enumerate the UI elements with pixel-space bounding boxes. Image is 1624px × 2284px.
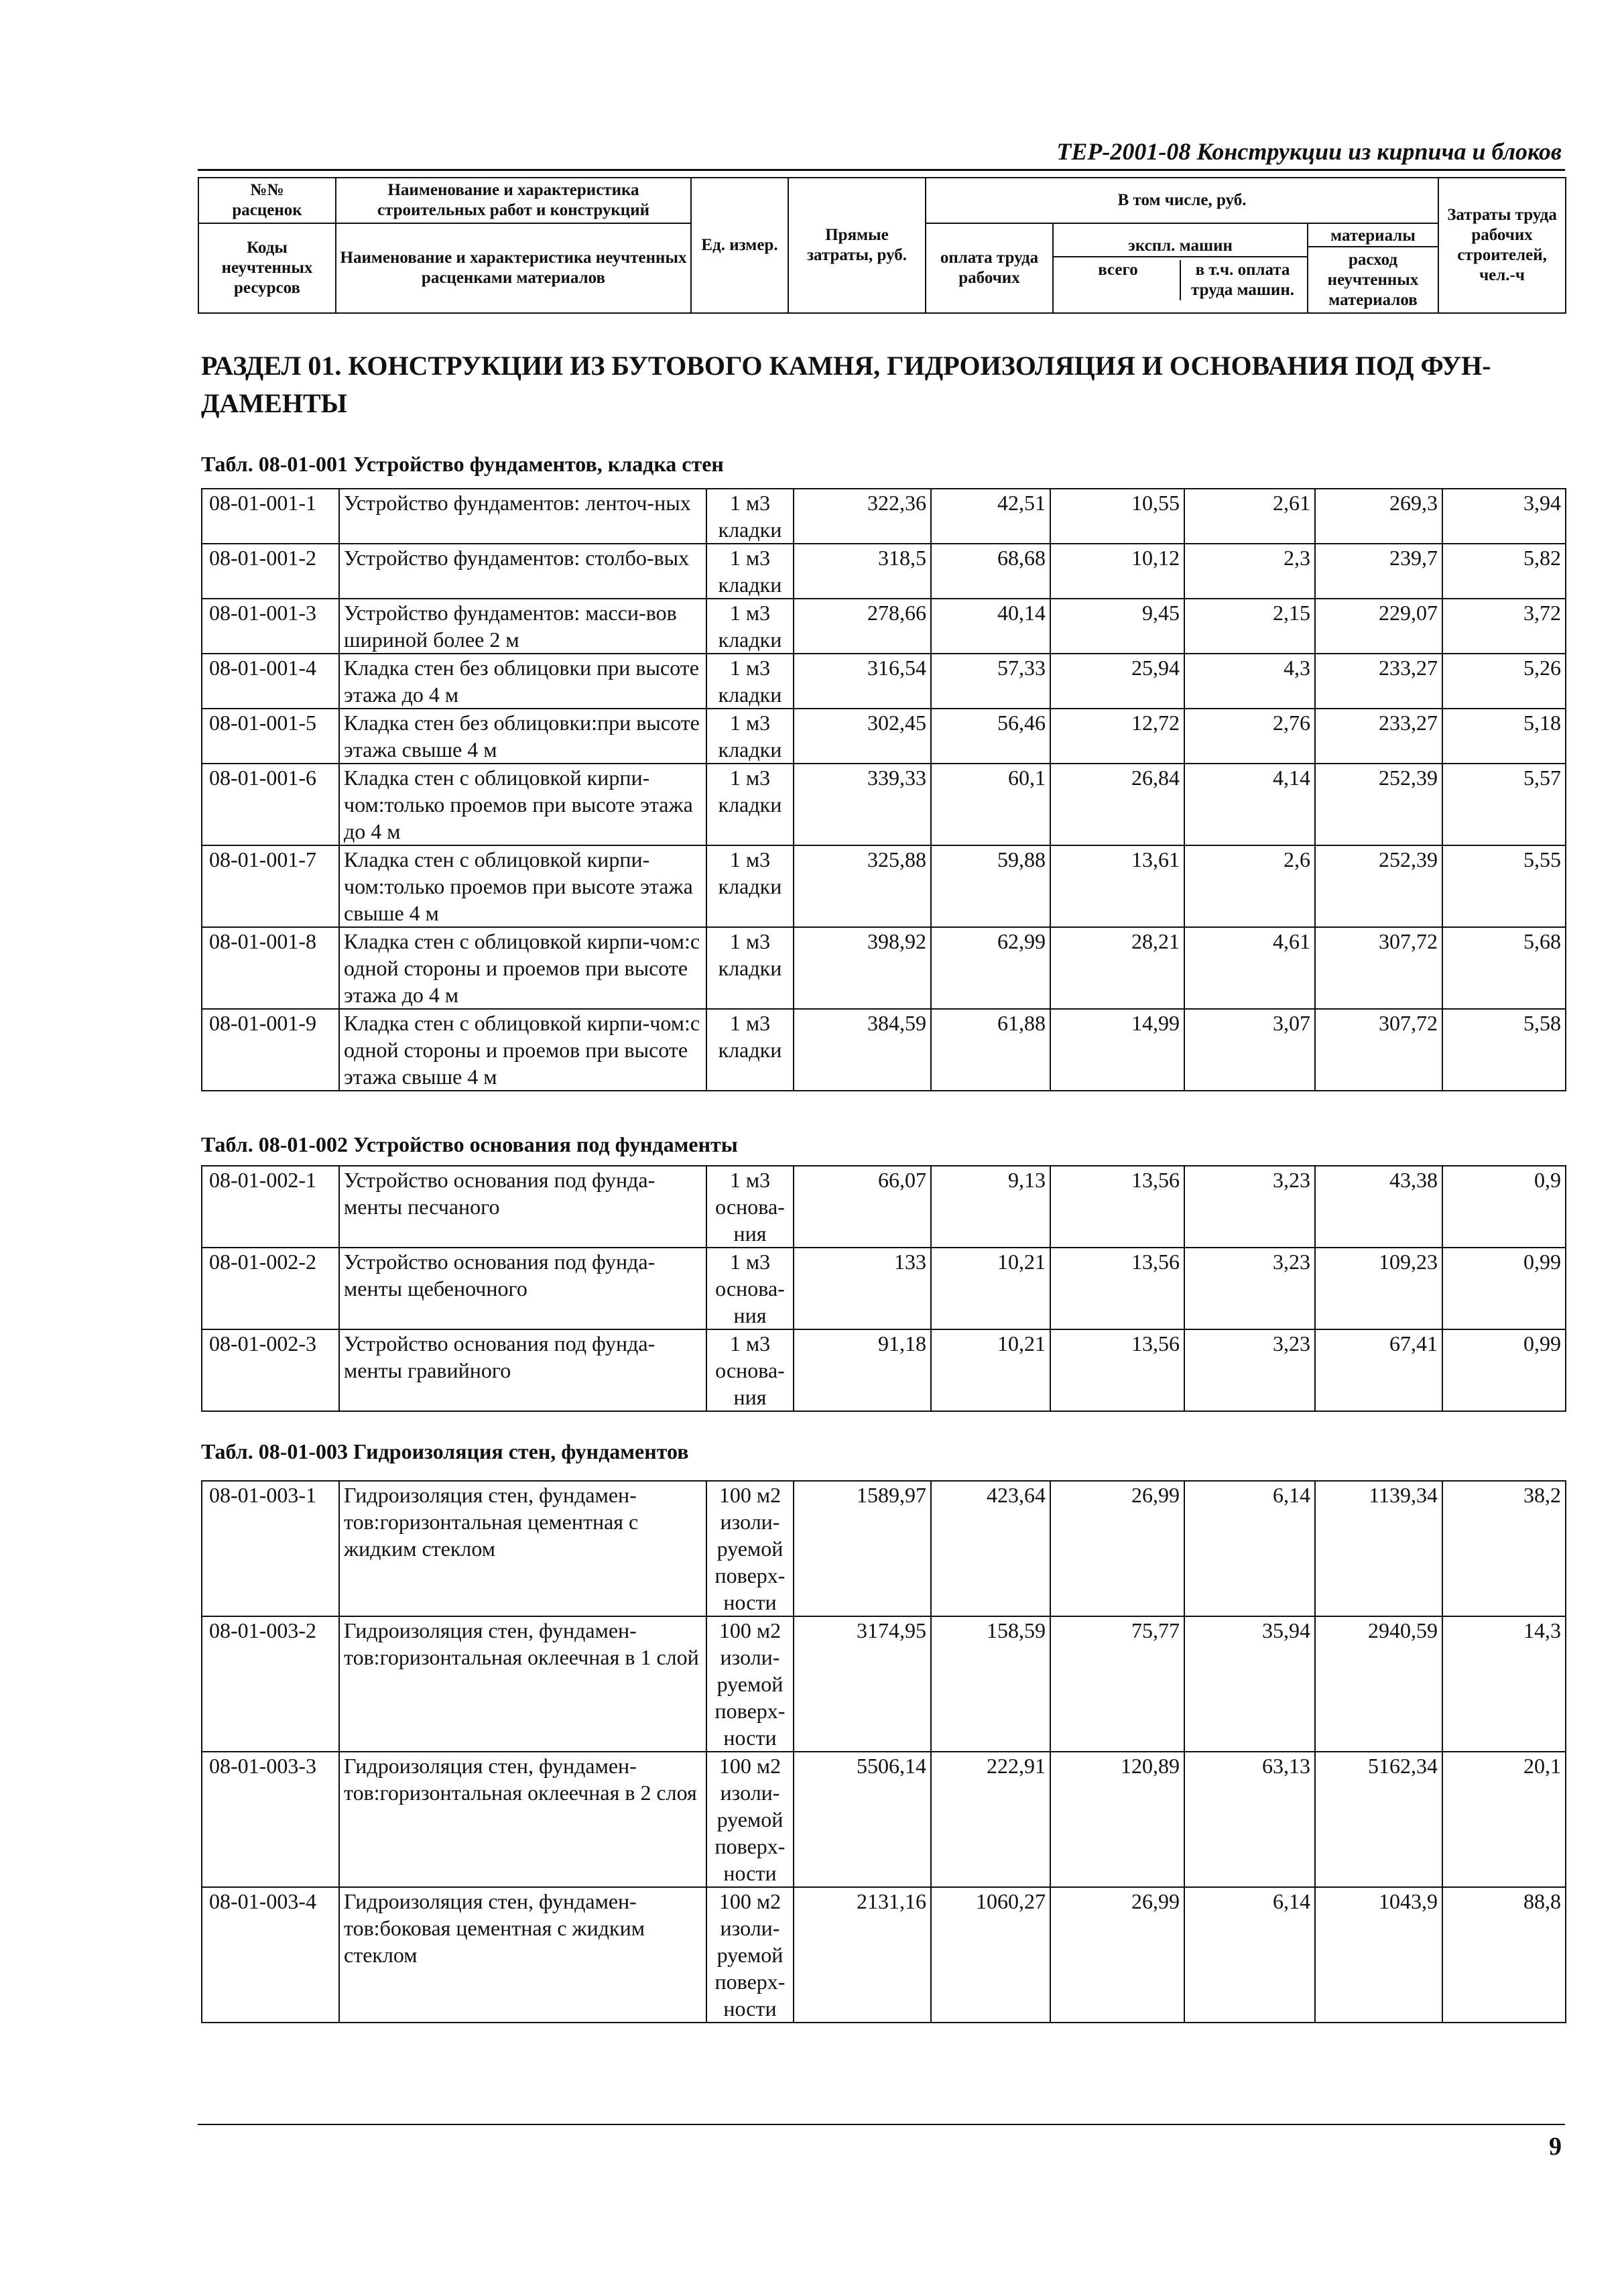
row-machines-total: 10,12 <box>1050 544 1184 599</box>
row-direct-cost: 316,54 <box>794 654 931 709</box>
row-machine-wages: 3,23 <box>1184 1248 1315 1329</box>
row-code: 08-01-002-1 <box>202 1166 339 1248</box>
row-labor-costs: 5,26 <box>1442 654 1566 709</box>
row-code: 08-01-001-8 <box>202 927 339 1009</box>
row-name: Устройство фундаментов: масси-вов шириной более 2 м <box>339 599 706 654</box>
header-including-label: В том числе, руб. <box>926 178 1438 223</box>
row-wages: 62,99 <box>931 927 1050 1009</box>
row-labor-costs: 5,55 <box>1442 845 1566 927</box>
row-code: 08-01-001-7 <box>202 845 339 927</box>
row-code: 08-01-001-6 <box>202 764 339 845</box>
table-row <box>202 1887 1566 2023</box>
row-code: 08-01-003-2 <box>202 1616 339 1752</box>
table-row <box>202 764 1566 845</box>
row-wages: 60,1 <box>931 764 1050 845</box>
header-code-label <box>198 178 336 223</box>
table-row <box>202 1481 1566 1616</box>
row-wages: 222,91 <box>931 1752 1050 1887</box>
row-materials: 67,41 <box>1315 1329 1442 1411</box>
row-machine-wages: 2,76 <box>1184 709 1315 764</box>
row-direct-cost: 325,88 <box>794 845 931 927</box>
row-machines-total: 13,56 <box>1050 1166 1184 1248</box>
row-wages: 59,88 <box>931 845 1050 927</box>
row-name: Устройство фундаментов: столбо-вых <box>339 544 706 599</box>
row-machines-total: 14,99 <box>1050 1009 1184 1091</box>
row-direct-cost: 339,33 <box>794 764 931 845</box>
rates-table-001 <box>201 488 1566 1091</box>
row-direct-cost: 1589,97 <box>794 1481 931 1616</box>
row-code: 08-01-003-3 <box>202 1752 339 1887</box>
row-direct-cost: 2131,16 <box>794 1887 931 2023</box>
row-labor-costs: 88,8 <box>1442 1887 1566 2023</box>
header-machines-subheaders <box>1056 260 1304 300</box>
row-unit: 1 м3 кладки <box>706 927 794 1009</box>
header-wages-label: оплата труда рабочих <box>926 223 1053 313</box>
row-materials: 252,39 <box>1315 845 1442 927</box>
row-labor-costs: 0,99 <box>1442 1248 1566 1329</box>
row-unit: 100 м2 изоли-руемой поверх-ности <box>706 1752 794 1887</box>
row-unit: 1 м3 основа-ния <box>706 1329 794 1411</box>
row-machine-wages: 2,6 <box>1184 845 1315 927</box>
row-machines-total: 120,89 <box>1050 1752 1184 1887</box>
row-wages: 1060,27 <box>931 1887 1050 2023</box>
rates-table-003 <box>201 1480 1566 2023</box>
table-row <box>202 1166 1566 1248</box>
table-row <box>202 1616 1566 1752</box>
row-machines-total: 13,61 <box>1050 845 1184 927</box>
row-wages: 9,13 <box>931 1166 1050 1248</box>
header-unit-label: Ед. измер. <box>691 178 788 313</box>
table-row <box>202 1009 1566 1091</box>
header-materials-group <box>1308 223 1438 313</box>
row-unit: 1 м3 основа-ния <box>706 1166 794 1248</box>
row-materials: 307,72 <box>1315 927 1442 1009</box>
header-name-label: Наименование и характеристика строительных работ и конструкций <box>336 178 691 223</box>
row-machines-total: 26,99 <box>1050 1481 1184 1616</box>
column-header-table <box>198 177 1566 314</box>
row-machines-total: 13,56 <box>1050 1329 1184 1411</box>
table-caption-001: Табл. 08-01-001 Устройство фундаментов, кладка стен <box>201 452 724 476</box>
row-unit: 1 м3 кладки <box>706 489 794 544</box>
header-machines-label: экспл. машин <box>1054 236 1307 257</box>
row-direct-cost: 398,92 <box>794 927 931 1009</box>
row-wages: 57,33 <box>931 654 1050 709</box>
row-materials: 233,27 <box>1315 654 1442 709</box>
row-machines-total: 10,55 <box>1050 489 1184 544</box>
row-labor-costs: 3,72 <box>1442 599 1566 654</box>
row-name: Устройство основания под фунда-менты песчаного <box>339 1166 706 1248</box>
row-code: 08-01-001-3 <box>202 599 339 654</box>
row-direct-cost: 66,07 <box>794 1166 931 1248</box>
row-wages: 423,64 <box>931 1481 1050 1616</box>
row-labor-costs: 20,1 <box>1442 1752 1566 1887</box>
row-machines-total: 25,94 <box>1050 654 1184 709</box>
row-labor-costs: 5,68 <box>1442 927 1566 1009</box>
row-name: Устройство фундаментов: ленточ-ных <box>339 489 706 544</box>
row-unit: 1 м3 кладки <box>706 544 794 599</box>
row-name: Устройство основания под фунда-менты щебеночного <box>339 1248 706 1329</box>
row-unit: 1 м3 основа-ния <box>706 1248 794 1329</box>
row-machine-wages: 6,14 <box>1184 1887 1315 2023</box>
row-machines-total: 75,77 <box>1050 1616 1184 1752</box>
row-code: 08-01-001-4 <box>202 654 339 709</box>
row-machine-wages: 6,14 <box>1184 1481 1315 1616</box>
page-number: 9 <box>1549 2132 1562 2161</box>
table-row <box>202 1752 1566 1887</box>
row-materials: 43,38 <box>1315 1166 1442 1248</box>
row-unit: 1 м3 кладки <box>706 764 794 845</box>
row-code: 08-01-002-3 <box>202 1329 339 1411</box>
row-name: Гидроизоляция стен, фундамен-тов:боковая цементная с жидким стеклом <box>339 1887 706 2023</box>
header-rule <box>198 169 1565 171</box>
row-name: Кладка стен с облицовкой кирпи-чом:с одной стороны и проемов при высоте этажа до 4 м <box>339 927 706 1009</box>
table-row <box>202 1329 1566 1411</box>
header-materials-label: материалы <box>1308 226 1438 247</box>
row-machines-total: 9,45 <box>1050 599 1184 654</box>
row-wages: 158,59 <box>931 1616 1050 1752</box>
row-machines-total: 28,21 <box>1050 927 1184 1009</box>
row-unit: 100 м2 изоли-руемой поверх-ности <box>706 1887 794 2023</box>
table-row <box>202 599 1566 654</box>
row-direct-cost: 278,66 <box>794 599 931 654</box>
row-name: Гидроизоляция стен, фундамен-тов:горизонтальная оклеечная в 1 слой <box>339 1616 706 1752</box>
header-labor-costs-label: Затраты труда рабочих строителей, чел.-ч <box>1438 178 1566 313</box>
row-machine-wages: 3,07 <box>1184 1009 1315 1091</box>
row-labor-costs: 0,9 <box>1442 1166 1566 1248</box>
row-materials: 2940,59 <box>1315 1616 1442 1752</box>
row-labor-costs: 3,94 <box>1442 489 1566 544</box>
row-wages: 68,68 <box>931 544 1050 599</box>
row-code: 08-01-002-2 <box>202 1248 339 1329</box>
row-direct-cost: 302,45 <box>794 709 931 764</box>
row-name: Кладка стен без облицовки при высоте этажа до 4 м <box>339 654 706 709</box>
row-machine-wages: 4,61 <box>1184 927 1315 1009</box>
row-machine-wages: 63,13 <box>1184 1752 1315 1887</box>
row-labor-costs: 5,58 <box>1442 1009 1566 1091</box>
row-direct-cost: 133 <box>794 1248 931 1329</box>
header-machines-group <box>1053 223 1308 313</box>
header-code-label-1: №№ <box>250 181 284 199</box>
row-wages: 56,46 <box>931 709 1050 764</box>
header-direct-cost-label: Прямые затраты, руб. <box>788 178 926 313</box>
row-machines-total: 26,84 <box>1050 764 1184 845</box>
row-unit: 1 м3 кладки <box>706 845 794 927</box>
row-labor-costs: 14,3 <box>1442 1616 1566 1752</box>
table-row <box>202 544 1566 599</box>
table-caption-002: Табл. 08-01-002 Устройство основания под фундаменты <box>201 1132 738 1156</box>
row-materials: 239,7 <box>1315 544 1442 599</box>
row-wages: 61,88 <box>931 1009 1050 1091</box>
row-name: Кладка стен с облицовкой кирпи-чом:только проемов при высоте этажа до 4 м <box>339 764 706 845</box>
row-materials: 269,3 <box>1315 489 1442 544</box>
row-labor-costs: 5,18 <box>1442 709 1566 764</box>
footer-rule <box>198 2124 1565 2125</box>
row-direct-cost: 384,59 <box>794 1009 931 1091</box>
row-direct-cost: 5506,14 <box>794 1752 931 1887</box>
row-direct-cost: 3174,95 <box>794 1616 931 1752</box>
row-labor-costs: 5,57 <box>1442 764 1566 845</box>
row-materials: 233,27 <box>1315 709 1442 764</box>
row-machines-total: 26,99 <box>1050 1887 1184 2023</box>
row-code: 08-01-001-9 <box>202 1009 339 1091</box>
header-code-label-2: расценок <box>232 201 302 219</box>
row-direct-cost: 91,18 <box>794 1329 931 1411</box>
row-unit: 1 м3 кладки <box>706 654 794 709</box>
header-machine-wages-label: в т.ч. оплата труда машин. <box>1180 260 1304 300</box>
row-materials: 252,39 <box>1315 764 1442 845</box>
row-machine-wages: 4,3 <box>1184 654 1315 709</box>
row-machine-wages: 2,61 <box>1184 489 1315 544</box>
row-code: 08-01-001-1 <box>202 489 339 544</box>
row-machine-wages: 2,15 <box>1184 599 1315 654</box>
header-materials-name-label: Наименование и характеристика неучтенных расценками материалов <box>336 223 691 313</box>
header-machines-total-label: всего <box>1098 261 1138 279</box>
running-head: ТЕР-2001-08 Конструкции из кирпича и блоков <box>1056 138 1562 165</box>
row-name: Кладка стен без облицовки:при высоте этажа свыше 4 м <box>339 709 706 764</box>
row-materials: 109,23 <box>1315 1248 1442 1329</box>
table-row <box>202 1248 1566 1329</box>
table-row <box>202 845 1566 927</box>
row-machine-wages: 2,3 <box>1184 544 1315 599</box>
row-machine-wages: 3,23 <box>1184 1166 1315 1248</box>
row-name: Гидроизоляция стен, фундамен-тов:горизонтальная цементная с жидким стеклом <box>339 1481 706 1616</box>
row-materials: 229,07 <box>1315 599 1442 654</box>
row-name: Кладка стен с облицовкой кирпи-чом:только проемов при высоте этажа свыше 4 м <box>339 845 706 927</box>
table-row <box>202 927 1566 1009</box>
row-wages: 10,21 <box>931 1329 1050 1411</box>
row-code: 08-01-003-4 <box>202 1887 339 2023</box>
row-name: Устройство основания под фунда-менты гравийного <box>339 1329 706 1411</box>
row-machine-wages: 35,94 <box>1184 1616 1315 1752</box>
rates-table-002 <box>201 1165 1566 1412</box>
row-code: 08-01-001-2 <box>202 544 339 599</box>
row-unit: 100 м2 изоли-руемой поверх-ности <box>706 1481 794 1616</box>
row-materials: 307,72 <box>1315 1009 1442 1091</box>
row-machine-wages: 4,14 <box>1184 764 1315 845</box>
row-materials: 1043,9 <box>1315 1887 1442 2023</box>
row-labor-costs: 38,2 <box>1442 1481 1566 1616</box>
row-code: 08-01-001-5 <box>202 709 339 764</box>
row-wages: 40,14 <box>931 599 1050 654</box>
header-materials-sub-label: расход неучтенных материалов <box>1327 251 1419 309</box>
table-caption-003: Табл. 08-01-003 Гидроизоляция стен, фундаментов <box>201 1439 689 1463</box>
row-machine-wages: 3,23 <box>1184 1329 1315 1411</box>
row-labor-costs: 5,82 <box>1442 544 1566 599</box>
row-name: Кладка стен с облицовкой кирпи-чом:с одной стороны и проемов при высоте этажа свыше 4 м <box>339 1009 706 1091</box>
row-unit: 1 м3 кладки <box>706 1009 794 1091</box>
row-machines-total: 13,56 <box>1050 1248 1184 1329</box>
table-row <box>202 489 1566 544</box>
header-resource-codes-label: Коды неучтенных ресурсов <box>198 223 336 313</box>
row-materials: 5162,34 <box>1315 1752 1442 1887</box>
row-name: Гидроизоляция стен, фундамен-тов:горизонтальная оклеечная в 2 слоя <box>339 1752 706 1887</box>
table-row <box>202 654 1566 709</box>
row-direct-cost: 318,5 <box>794 544 931 599</box>
row-unit: 1 м3 кладки <box>706 709 794 764</box>
row-labor-costs: 0,99 <box>1442 1329 1566 1411</box>
section-title: РАЗДЕЛ 01. КОНСТРУКЦИИ ИЗ БУТОВОГО КАМНЯ, ГИДРОИЗОЛЯЦИЯ И ОСНОВАНИЯ ПОД ФУН-ДАМЕНТЫ <box>201 351 1491 418</box>
table-row <box>202 709 1566 764</box>
row-machines-total: 12,72 <box>1050 709 1184 764</box>
row-wages: 10,21 <box>931 1248 1050 1329</box>
row-code: 08-01-003-1 <box>202 1481 339 1616</box>
row-unit: 100 м2 изоли-руемой поверх-ности <box>706 1616 794 1752</box>
row-wages: 42,51 <box>931 489 1050 544</box>
row-direct-cost: 322,36 <box>794 489 931 544</box>
row-unit: 1 м3 кладки <box>706 599 794 654</box>
row-materials: 1139,34 <box>1315 1481 1442 1616</box>
